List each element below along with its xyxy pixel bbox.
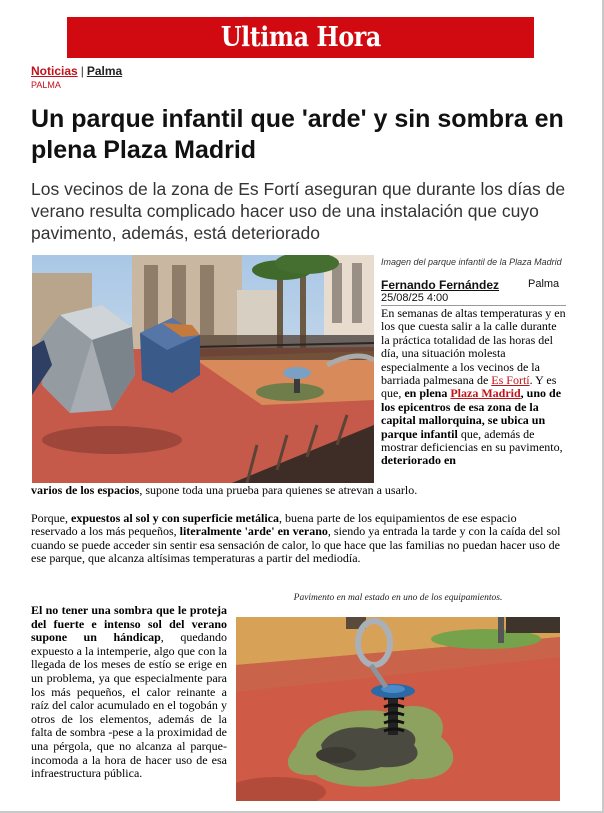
article-paragraph-3 <box>31 604 227 781</box>
p3-text-1: , quedando expuesto a la intemperie, algo que con la llegada de los meses de estío se erige en un problema, ya que especialmente para los más pequeños, el calor reinante a raíz del calor acumulado en el togobán y otros de los elementos, además de la falta de sombra -pese a la proximidad de una pérgola, que no alcanza al parque- incomoda a la hora de hacer uso de esa infraestructura pública. <box>31 630 227 781</box>
breadcrumb <box>31 64 122 78</box>
es-forti-link[interactable]: Es Fortí <box>491 373 530 388</box>
article-date: 25/08/25 4:00 <box>381 292 449 304</box>
p3-bold-1: El no tener una sombra que le proteja del fuerte e intenso sol del verano supone un hándicap <box>31 603 227 645</box>
article-paragraph-2 <box>31 512 566 566</box>
breadcrumb-palma-link[interactable]: Palma <box>86 64 123 78</box>
p1-text-4: , supone toda una prueba para quienes se atrevan a usarlo. <box>139 483 418 497</box>
p2-bold-2: literalmente 'arde' en verano <box>179 524 328 539</box>
p1-text-2: . Y es que, <box>381 373 557 401</box>
photo-2-caption: Pavimento en mal estado en uno de los equipamientos. <box>293 593 503 603</box>
p2-text-3: , siendo ya entrada la tarde y con la caída del sol cuando se puede acceder sin sentir esa sensación de calor, lo que hace que las familias no puedan hacer uso de ese parque, que alcanza altísimas temperaturas a partir del mediodía. <box>31 524 561 566</box>
p1-bold-2: , uno de los epicentros de esa zona de la capital mallorquina, se ubica un parque infantil <box>381 386 562 441</box>
article-paragraph-1 <box>381 307 566 468</box>
article-subheadline: Los vecinos de la zona de Es Fortí aseguran que durante los días de verano resulta complicado hacer uso de una instalación que cuyo pavimento, además, está deteriorado <box>31 179 566 243</box>
p1-text-1: En semanas de altas temperaturas y en los que cuesta salir a la calle durante la práctica totalidad de las horas del día, una situación molesta especialmente a los vecinos de la barriada palmesana de <box>381 306 566 388</box>
p1-text-3: que, además de mostrar deficiencias en su pavimento, <box>381 426 563 455</box>
playground-photo <box>32 255 374 483</box>
masthead-title: Ultima Hora <box>220 22 381 53</box>
p2-text-2: , buena parte de los equipamientos de ese espacio reservado a los más pequeños, <box>31 511 517 539</box>
author-link[interactable]: Fernando Fernández <box>381 278 500 292</box>
article-headline: Un parque infantil que 'arde' y sin sombra en plena Plaza Madrid <box>31 105 564 164</box>
p1-bold-3: deteriorado en <box>381 453 456 468</box>
article-location: Palma <box>528 278 560 290</box>
p1-bold-4: varios de los espacios <box>31 483 140 497</box>
section-label: PALMA <box>31 80 61 90</box>
article-paragraph-1-continued <box>31 484 566 497</box>
photo-caption: Imagen del parque infantil de la Plaza Madrid <box>381 257 562 267</box>
p1-bold-1: en plena <box>404 386 451 401</box>
masthead-logo[interactable] <box>67 17 534 58</box>
plaza-madrid-link[interactable]: Plaza Madrid <box>450 386 521 401</box>
breadcrumb-noticias-link[interactable]: Noticias <box>31 64 78 78</box>
breadcrumb-separator: | <box>80 64 84 78</box>
p2-bold-1: expuestos al sol y con superficie metálica <box>71 511 279 525</box>
p2-text-1: Porque, <box>31 511 71 525</box>
damaged-pavement-photo <box>236 617 560 801</box>
